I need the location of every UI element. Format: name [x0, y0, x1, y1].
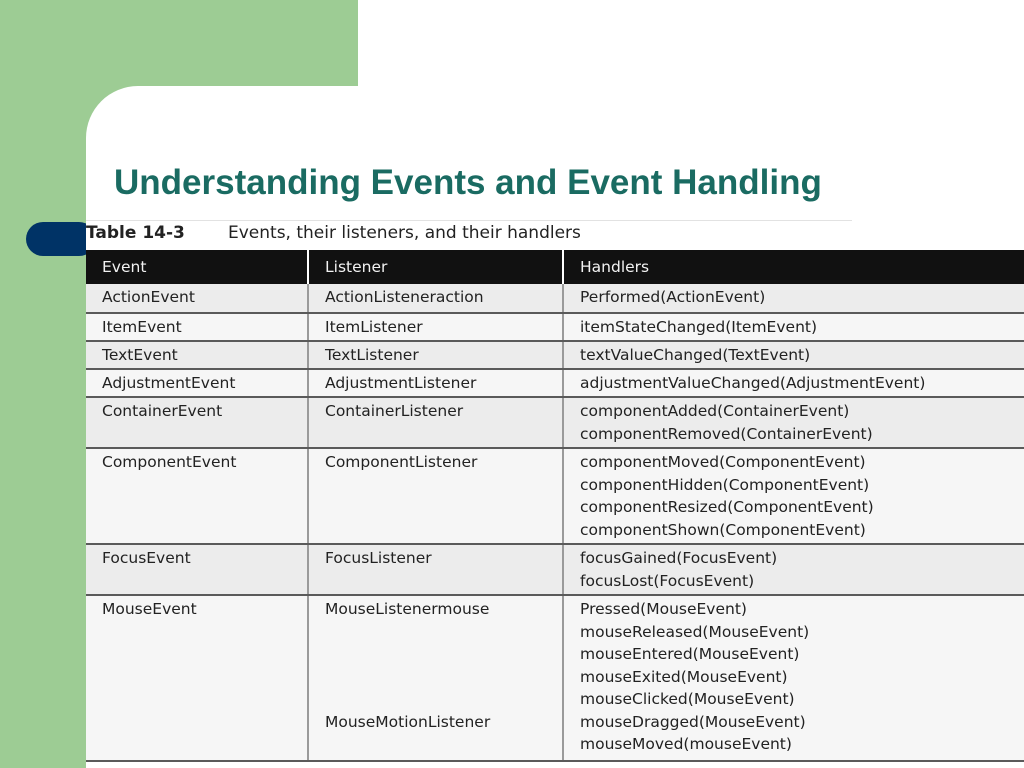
event-cell: FocusEvent [86, 544, 308, 595]
event-cell: AdjustmentEvent [86, 369, 308, 397]
event-cell: ActionEvent [86, 284, 308, 313]
listener-name: TextListener [325, 346, 419, 364]
listener-cell [308, 284, 563, 313]
handlers-cell [563, 369, 1024, 397]
handler-name: componentAdded(ContainerEvent) [580, 402, 850, 420]
table-header-row [86, 250, 1024, 284]
handler-name: focusGained(FocusEvent) [580, 549, 778, 567]
listener-cell [308, 369, 563, 397]
handler-name: componentHidden(ComponentEvent) [580, 475, 870, 494]
handlers-cell [563, 544, 1024, 595]
table-row [86, 369, 1024, 397]
handler-name: mouseEntered(MouseEvent) [580, 645, 800, 663]
table-caption [86, 222, 581, 252]
listener-name: ItemListener [325, 318, 423, 336]
handlers-cell [563, 341, 1024, 369]
listener-spacer [325, 621, 562, 644]
column-header-handlers: Handlers [563, 250, 1024, 284]
slide-title: Understanding Events and Event Handling [114, 163, 822, 202]
handler-name: componentRemoved(ContainerEvent) [580, 424, 873, 443]
listener-spacer [325, 643, 562, 666]
listener-spacer [325, 688, 562, 711]
listener-name: AdjustmentListener [325, 374, 477, 392]
listener-name: ContainerListener [325, 402, 464, 420]
listener-spacer [325, 666, 562, 689]
table-row [86, 397, 1024, 448]
event-cell: MouseEvent [86, 595, 308, 761]
handlers-cell [563, 313, 1024, 341]
table-caption-number: Table 14-3 [86, 223, 185, 243]
handler-name: mouseDragged(MouseEvent) [580, 712, 806, 731]
handler-name: mouseExited(MouseEvent) [580, 667, 788, 686]
handler-name: componentMoved(ComponentEvent) [580, 453, 866, 471]
listener-name: ActionListeneraction [325, 288, 484, 306]
listener-name: ComponentListener [325, 453, 478, 471]
column-header-listener: Listener [308, 250, 563, 284]
handler-name: componentShown(ComponentEvent) [580, 520, 866, 539]
handler-name: mouseMoved(mouseEvent) [580, 735, 792, 753]
listener-cell [308, 313, 563, 341]
column-header-event: Event [86, 250, 308, 284]
table-row [86, 284, 1024, 313]
handler-name: mouseReleased(MouseEvent) [580, 622, 810, 641]
table-caption-text: Events, their listeners, and their handlers [228, 223, 581, 243]
listener-cell [308, 341, 563, 369]
handler-name: itemStateChanged(ItemEvent) [580, 318, 818, 336]
listener-cell [308, 544, 563, 595]
table-row [86, 313, 1024, 341]
listener-cell [308, 448, 563, 544]
handler-name: adjustmentValueChanged(AdjustmentEvent) [580, 374, 926, 392]
listener-cell [308, 397, 563, 448]
handler-name: componentResized(ComponentEvent) [580, 498, 874, 516]
handlers-cell [563, 284, 1024, 313]
listener-name: MouseListenermouse [325, 600, 490, 618]
title-divider [86, 220, 852, 221]
event-cell: TextEvent [86, 341, 308, 369]
table-row [86, 448, 1024, 544]
handler-name: focusLost(FocusEvent) [580, 571, 755, 590]
handlers-cell [563, 595, 1024, 761]
handler-name: Pressed(MouseEvent) [580, 600, 747, 618]
table-row [86, 341, 1024, 369]
event-cell: ItemEvent [86, 313, 308, 341]
handler-name: Performed(ActionEvent) [580, 288, 766, 306]
listener-name: MouseMotionListener [325, 712, 491, 731]
handler-name: textValueChanged(TextEvent) [580, 346, 811, 364]
handlers-cell [563, 397, 1024, 448]
table-row [86, 595, 1024, 761]
event-cell: ComponentEvent [86, 448, 308, 544]
events-table [86, 250, 1024, 762]
event-cell: ContainerEvent [86, 397, 308, 448]
handler-name: mouseClicked(MouseEvent) [580, 690, 795, 708]
events-table-figure [86, 222, 1024, 768]
listener-name: FocusListener [325, 549, 432, 567]
table-row [86, 544, 1024, 595]
listener-cell [308, 595, 563, 761]
handlers-cell [563, 448, 1024, 544]
